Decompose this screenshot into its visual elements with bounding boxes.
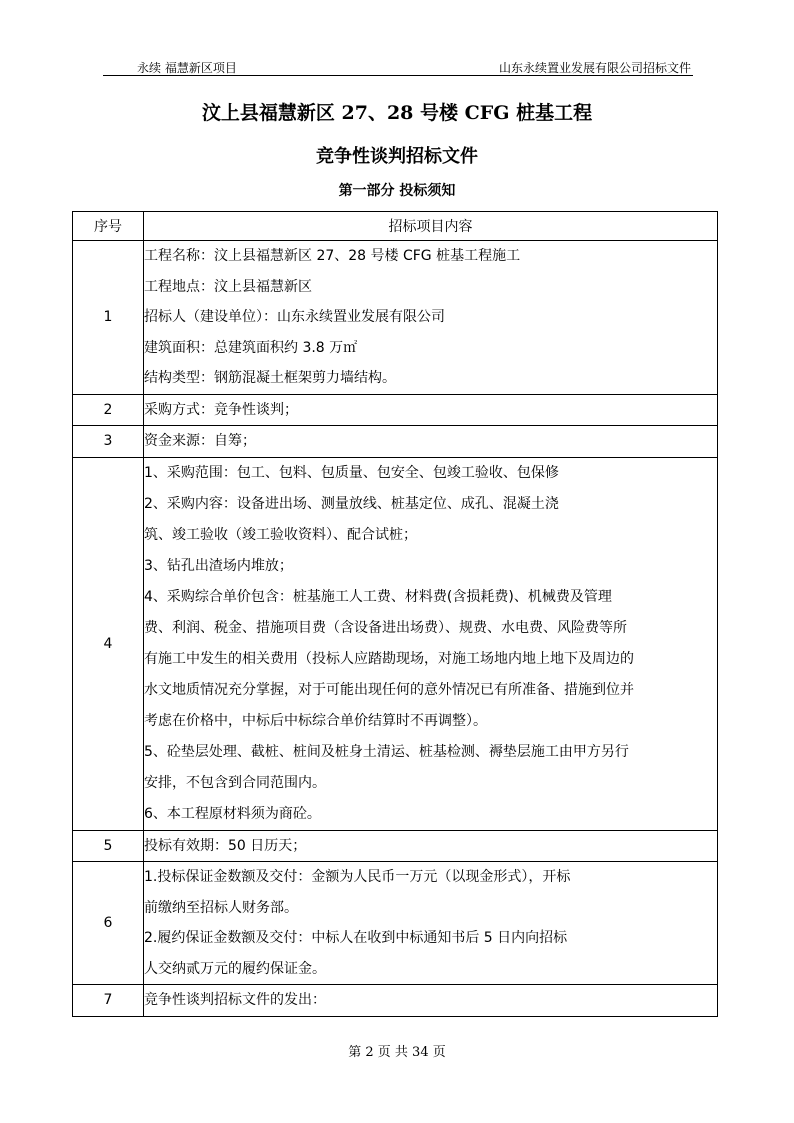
row-number: 2 [73, 394, 144, 426]
row-content [144, 241, 718, 395]
content-line: 资金来源：自筹； [144, 433, 256, 449]
table-row [73, 394, 718, 426]
content-line: 工程名称：汶上县福慧新区 27、28 号楼 CFG 桩基工程施工 [144, 248, 521, 264]
row-number: 3 [73, 426, 144, 458]
content-line: 水文地质情况充分掌握，对于可能出现任何的意外情况已有所准备、措施到位并 [144, 681, 634, 698]
content-line: 3、钻孔出渣场内堆放； [144, 557, 293, 574]
table-row [73, 985, 718, 1017]
content-line: 竞争性谈判招标文件的发出： [144, 992, 326, 1008]
content-line: 采购方式：竞争性谈判； [144, 401, 298, 418]
content-line: 招标人（建设单位）：山东永续置业发展有限公司 [144, 309, 445, 325]
bidding-notice-table [72, 211, 718, 1017]
page-number: 第 2 页 共 34 页 [348, 1045, 446, 1060]
content-line: 筑、竣工验收（竣工验收资料）、配合试桩； [144, 526, 417, 543]
row-number: 4 [73, 457, 144, 830]
row-content [144, 426, 718, 458]
table-row [73, 241, 718, 395]
table-header-row [73, 212, 718, 241]
content-line: 安排，不包含到合同范围内。 [144, 774, 326, 791]
row-number: 1 [73, 241, 144, 395]
content-line: 工程地点：汶上县福慧新区 [144, 278, 312, 295]
header-cell-number: 序号 [73, 212, 144, 241]
content-line: 费、利润、税金、措施项目费（含设备进出场费）、规费、水电费、风险费等所 [144, 619, 627, 636]
content-line: 1、采购范围：包工、包料、包质量、包安全、包竣工验收、包保修 [144, 464, 559, 481]
content-line: 前缴纳至招标人财务部。 [144, 899, 298, 916]
content-line: 人交纳贰万元的履约保证金。 [144, 960, 326, 977]
table-row [73, 862, 718, 985]
content-line: 2、采购内容：设备进出场、测量放线、桩基定位、成孔、混凝土浇 [144, 495, 559, 512]
row-number: 5 [73, 830, 144, 862]
row-content [144, 457, 718, 830]
content-line: 建筑面积：总建筑面积约 3.8 万㎡ [144, 339, 358, 356]
section-title: 第一部分 投标须知 [338, 183, 456, 199]
row-number: 6 [73, 862, 144, 985]
table-row [73, 426, 718, 458]
document-subtitle: 竞争性谈判招标文件 [316, 146, 478, 167]
page-header [103, 55, 693, 76]
row-content [144, 985, 718, 1017]
content-line: 考虑在价格中，中标后中标综合单价结算时不再调整）。 [144, 712, 487, 729]
row-content [144, 830, 718, 862]
content-line: 4、采购综合单价包含：桩基施工人工费、材料费(含损耗费)、机械费及管理 [144, 588, 612, 605]
document-title: 汶上县福慧新区 27、28 号楼 CFG 桩基工程 [201, 102, 593, 124]
content-line: 投标有效期：50 日历天； [144, 837, 307, 854]
content-line: 结构类型：钢筋混凝土框架剪力墙结构。 [144, 370, 396, 386]
content-line: 2.履约保证金数额及交付：中标人在收到中标通知书后 5 日内向招标 [144, 930, 568, 946]
row-number: 7 [73, 985, 144, 1017]
row-content [144, 394, 718, 426]
row-content [144, 862, 718, 985]
table-row [73, 457, 718, 830]
content-line: 5、砼垫层处理、截桩、桩间及桩身土清运、桩基检测、褥垫层施工由甲方另行 [144, 743, 629, 760]
table-row [73, 830, 718, 862]
header-project-name: 永续 福慧新区项目 [137, 61, 237, 75]
header-company-doc: 山东永续置业发展有限公司招标文件 [498, 61, 691, 75]
header-cell-content: 招标项目内容 [144, 212, 718, 241]
content-line: 6、本工程原材料须为商砼。 [144, 805, 321, 822]
content-line: 1.投标保证金数额及交付：金额为人民币一万元（以现金形式），开标 [144, 869, 571, 885]
content-line: 有施工中发生的相关费用（投标人应踏勘现场，对施工场地内地上地下及周边的 [144, 650, 634, 667]
